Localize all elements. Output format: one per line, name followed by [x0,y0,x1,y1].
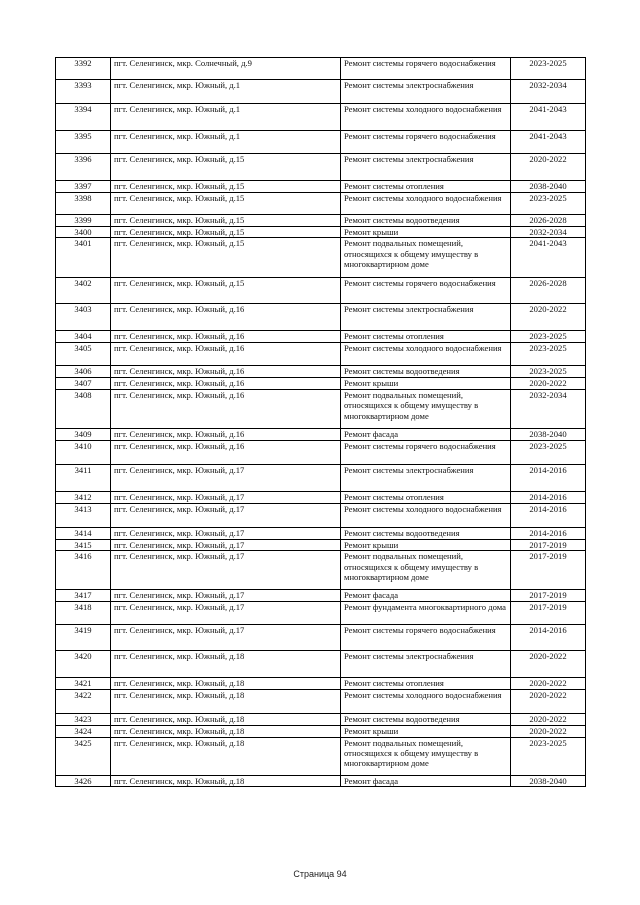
row-number: 3397 [56,181,111,193]
work-type-cell: Ремонт подвальных помещений, относящихся к общему имуществу в многоквартирном доме [341,238,511,278]
work-type-cell: Ремонт крыши [341,726,511,737]
work-type-cell: Ремонт системы электроснабжения [341,80,511,104]
row-number: 3408 [56,389,111,428]
address-cell: пгт. Селенгинск, мкр. Южный, д.18 [111,726,341,737]
row-number: 3414 [56,527,111,539]
work-type-cell: Ремонт системы водоотведения [341,215,511,227]
table-row [56,428,586,440]
address-cell: пгт. Селенгинск, мкр. Южный, д.18 [111,651,341,678]
page-number: Страница 94 [293,869,347,879]
row-number: 3413 [56,503,111,527]
address-cell: пгт. Селенгинск, мкр. Южный, д.1 [111,104,341,131]
address-cell: пгт. Селенгинск, мкр. Южный, д.17 [111,464,341,491]
row-number: 3402 [56,278,111,304]
table-row [56,440,586,464]
address-cell: пгт. Селенгинск, мкр. Южный, д.17 [111,539,341,550]
address-cell: пгт. Селенгинск, мкр. Южный, д.16 [111,428,341,440]
work-type-cell: Ремонт системы холодного водоснабжения [341,690,511,714]
address-cell: пгт. Селенгинск, мкр. Южный, д.17 [111,590,341,602]
table-row [56,737,586,775]
table-row [56,378,586,389]
period-cell: 2020-2022 [511,651,586,678]
address-cell: пгт. Селенгинск, мкр. Южный, д.15 [111,278,341,304]
work-type-cell: Ремонт подвальных помещений, относящихся к общему имуществу в многоквартирном доме [341,737,511,775]
period-cell: 2020-2022 [511,726,586,737]
table-row [56,131,586,154]
period-cell: 2023-2025 [511,737,586,775]
address-cell: пгт. Селенгинск, мкр. Южный, д.15 [111,181,341,193]
table-row [56,714,586,726]
table-row [56,651,586,678]
row-number: 3394 [56,104,111,131]
table-row [56,690,586,714]
work-type-cell: Ремонт системы холодного водоснабжения [341,503,511,527]
repair-schedule-table [55,57,586,787]
period-cell: 2041-2043 [511,131,586,154]
period-cell: 2014-2016 [511,625,586,651]
work-type-cell: Ремонт системы отопления [341,678,511,690]
table-row [56,389,586,428]
work-type-cell: Ремонт системы холодного водоснабжения [341,193,511,215]
work-type-cell: Ремонт крыши [341,378,511,389]
table-row [56,215,586,227]
row-number: 3404 [56,331,111,343]
work-type-cell: Ремонт системы горячего водоснабжения [341,58,511,80]
table-body [56,58,586,787]
work-type-cell: Ремонт системы отопления [341,491,511,503]
address-cell: пгт. Селенгинск, мкр. Южный, д.16 [111,343,341,366]
address-cell: пгт. Селенгинск, мкр. Южный, д.16 [111,440,341,464]
work-type-cell: Ремонт фасада [341,428,511,440]
table-row [56,491,586,503]
address-cell: пгт. Селенгинск, мкр. Южный, д.17 [111,551,341,590]
work-type-cell: Ремонт системы горячего водоснабжения [341,625,511,651]
work-type-cell: Ремонт системы водоотведения [341,714,511,726]
period-cell: 2023-2025 [511,343,586,366]
work-type-cell: Ремонт системы отопления [341,331,511,343]
row-number: 3405 [56,343,111,366]
row-number: 3398 [56,193,111,215]
row-number: 3411 [56,464,111,491]
table-row [56,625,586,651]
table-row [56,539,586,550]
work-type-cell: Ремонт фундамента многоквартирного дома [341,602,511,625]
period-cell: 2017-2019 [511,551,586,590]
address-cell: пгт. Селенгинск, мкр. Южный, д.17 [111,503,341,527]
address-cell: пгт. Селенгинск, мкр. Южный, д.18 [111,775,341,786]
period-cell: 2023-2025 [511,440,586,464]
row-number: 3410 [56,440,111,464]
period-cell: 2041-2043 [511,104,586,131]
table-row [56,278,586,304]
table-row [56,464,586,491]
work-type-cell: Ремонт системы отопления [341,181,511,193]
address-cell: пгт. Селенгинск, мкр. Южный, д.15 [111,215,341,227]
period-cell: 2023-2025 [511,331,586,343]
period-cell: 2032-2034 [511,389,586,428]
row-number: 3419 [56,625,111,651]
row-number: 3417 [56,590,111,602]
row-number: 3399 [56,215,111,227]
table-row [56,366,586,378]
row-number: 3409 [56,428,111,440]
row-number: 3395 [56,131,111,154]
period-cell: 2014-2016 [511,464,586,491]
address-cell: пгт. Селенгинск, мкр. Солнечный, д.9 [111,58,341,80]
period-cell: 2017-2019 [511,539,586,550]
row-number: 3421 [56,678,111,690]
period-cell: 2017-2019 [511,602,586,625]
work-type-cell: Ремонт системы горячего водоснабжения [341,440,511,464]
row-number: 3415 [56,539,111,550]
row-number: 3396 [56,154,111,181]
period-cell: 2014-2016 [511,527,586,539]
period-cell: 2038-2040 [511,181,586,193]
work-type-cell: Ремонт системы водоотведения [341,366,511,378]
row-number: 3406 [56,366,111,378]
table-row [56,726,586,737]
period-cell: 2017-2019 [511,590,586,602]
work-type-cell: Ремонт системы электроснабжения [341,304,511,331]
period-cell: 2032-2034 [511,80,586,104]
row-number: 3422 [56,690,111,714]
address-cell: пгт. Селенгинск, мкр. Южный, д.18 [111,690,341,714]
address-cell: пгт. Селенгинск, мкр. Южный, д.16 [111,304,341,331]
table-row [56,678,586,690]
row-number: 3400 [56,227,111,238]
table-row [56,331,586,343]
table-row [56,238,586,278]
period-cell: 2020-2022 [511,678,586,690]
work-type-cell: Ремонт подвальных помещений, относящихся к общему имуществу в многоквартирном доме [341,551,511,590]
row-number: 3418 [56,602,111,625]
period-cell: 2020-2022 [511,304,586,331]
address-cell: пгт. Селенгинск, мкр. Южный, д.15 [111,238,341,278]
work-type-cell: Ремонт крыши [341,227,511,238]
period-cell: 2014-2016 [511,503,586,527]
period-cell: 2026-2028 [511,278,586,304]
work-type-cell: Ремонт системы электроснабжения [341,651,511,678]
work-type-cell: Ремонт крыши [341,539,511,550]
period-cell: 2038-2040 [511,775,586,786]
address-cell: пгт. Селенгинск, мкр. Южный, д.16 [111,389,341,428]
work-type-cell: Ремонт системы электроснабжения [341,464,511,491]
address-cell: пгт. Селенгинск, мкр. Южный, д.1 [111,80,341,104]
table-row [56,527,586,539]
table-row [56,227,586,238]
table-row [56,154,586,181]
table-row [56,104,586,131]
address-cell: пгт. Селенгинск, мкр. Южный, д.1 [111,131,341,154]
table-row [56,602,586,625]
row-number: 3393 [56,80,111,104]
row-number: 3425 [56,737,111,775]
table-row [56,80,586,104]
address-cell: пгт. Селенгинск, мкр. Южный, д.15 [111,193,341,215]
period-cell: 2032-2034 [511,227,586,238]
work-type-cell: Ремонт системы холодного водоснабжения [341,104,511,131]
address-cell: пгт. Селенгинск, мкр. Южный, д.15 [111,154,341,181]
table-row [56,304,586,331]
work-type-cell: Ремонт фасада [341,775,511,786]
period-cell: 2020-2022 [511,378,586,389]
table-row [56,343,586,366]
period-cell: 2020-2022 [511,714,586,726]
row-number: 3416 [56,551,111,590]
period-cell: 2023-2025 [511,193,586,215]
period-cell: 2023-2025 [511,366,586,378]
work-type-cell: Ремонт системы горячего водоснабжения [341,278,511,304]
table-row [56,590,586,602]
row-number: 3412 [56,491,111,503]
row-number: 3392 [56,58,111,80]
address-cell: пгт. Селенгинск, мкр. Южный, д.18 [111,678,341,690]
table-row [56,551,586,590]
address-cell: пгт. Селенгинск, мкр. Южный, д.16 [111,378,341,389]
period-cell: 2041-2043 [511,238,586,278]
row-number: 3424 [56,726,111,737]
period-cell: 2023-2025 [511,58,586,80]
address-cell: пгт. Селенгинск, мкр. Южный, д.17 [111,491,341,503]
table-row [56,181,586,193]
work-type-cell: Ремонт фасада [341,590,511,602]
address-cell: пгт. Селенгинск, мкр. Южный, д.18 [111,737,341,775]
address-cell: пгт. Селенгинск, мкр. Южный, д.17 [111,527,341,539]
table-row [56,193,586,215]
table-row [56,58,586,80]
address-cell: пгт. Селенгинск, мкр. Южный, д.15 [111,227,341,238]
period-cell: 2038-2040 [511,428,586,440]
address-cell: пгт. Селенгинск, мкр. Южный, д.17 [111,602,341,625]
address-cell: пгт. Селенгинск, мкр. Южный, д.17 [111,625,341,651]
row-number: 3420 [56,651,111,678]
period-cell: 2020-2022 [511,690,586,714]
address-cell: пгт. Селенгинск, мкр. Южный, д.18 [111,714,341,726]
work-type-cell: Ремонт системы водоотведения [341,527,511,539]
row-number: 3401 [56,238,111,278]
work-type-cell: Ремонт системы горячего водоснабжения [341,131,511,154]
work-type-cell: Ремонт подвальных помещений, относящихся к общему имуществу в многоквартирном доме [341,389,511,428]
table-row [56,775,586,786]
period-cell: 2020-2022 [511,154,586,181]
row-number: 3426 [56,775,111,786]
row-number: 3423 [56,714,111,726]
table-row [56,503,586,527]
address-cell: пгт. Селенгинск, мкр. Южный, д.16 [111,331,341,343]
address-cell: пгт. Селенгинск, мкр. Южный, д.16 [111,366,341,378]
period-cell: 2026-2028 [511,215,586,227]
work-type-cell: Ремонт системы электроснабжения [341,154,511,181]
period-cell: 2014-2016 [511,491,586,503]
row-number: 3403 [56,304,111,331]
row-number: 3407 [56,378,111,389]
work-type-cell: Ремонт системы холодного водоснабжения [341,343,511,366]
